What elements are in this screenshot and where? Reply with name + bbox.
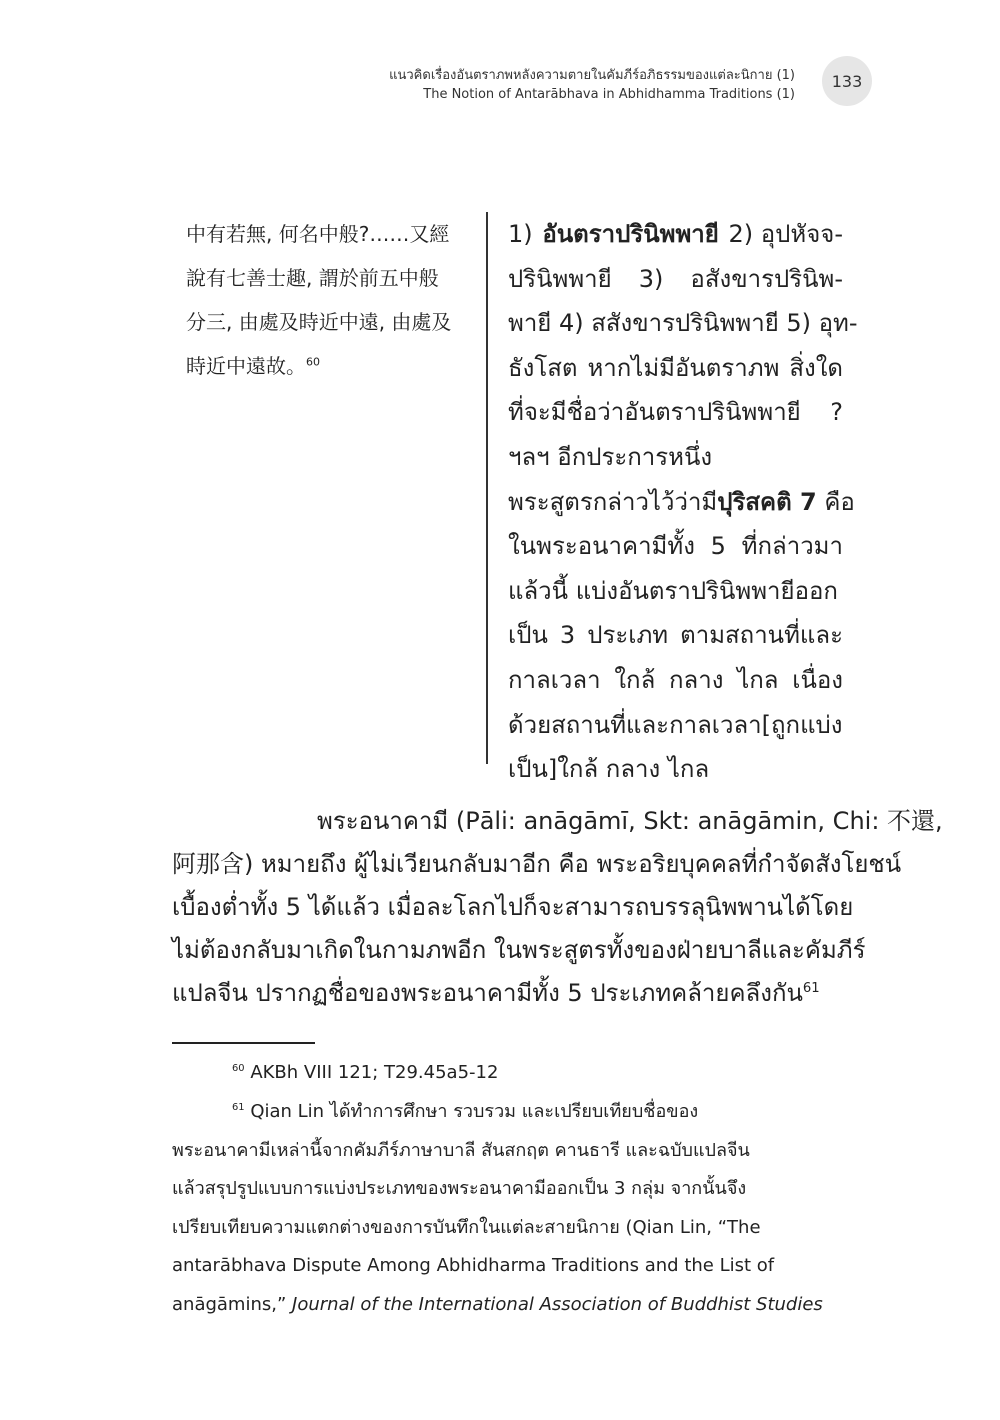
body-line bbox=[172, 972, 862, 1015]
chinese-line: 說有七善士趣, 謂於前五中般 bbox=[186, 266, 439, 290]
word: ธังโสต bbox=[508, 353, 578, 382]
thai-translation-column bbox=[508, 212, 858, 792]
chinese-line bbox=[186, 344, 471, 388]
body-line: 阿那含) หมายถึง ผู้ไม่เวียนกลับมาอีก คือ พระอริยบุคคลที่กำจัดสังโยชน์ bbox=[172, 850, 902, 878]
bold-term-antaraparinibbayi: อันตราปรินิพพายี bbox=[542, 220, 719, 248]
word: ใกล้ bbox=[614, 665, 656, 694]
translation-line: ฯลฯ อีกประการหนึ่ง bbox=[508, 442, 713, 471]
footnote-separator bbox=[172, 1042, 315, 1044]
footnote-text: anāgāmins,” bbox=[172, 1293, 287, 1315]
footnote-61 bbox=[172, 1093, 860, 1324]
translation-line bbox=[508, 613, 843, 658]
word: 3) bbox=[638, 264, 664, 293]
word: ที่กล่าวมา bbox=[741, 532, 843, 561]
word: ที่จะมีชื่อว่าอันตราปรินิพพายี bbox=[508, 398, 801, 427]
footnote-number: 60 bbox=[232, 1063, 245, 1074]
footnote-line bbox=[172, 1093, 860, 1132]
translation-line bbox=[508, 524, 843, 569]
footnote-line: เปรียบเทียบความแตกต่างของการบันทึกในแต่ละสายนิกาย (Qian Lin, “The bbox=[172, 1216, 761, 1238]
body-paragraph bbox=[172, 800, 943, 1015]
body-line: เบื้องต่ำทั้ง 5 ได้แล้ว เมื่อละโลกไปก็จะสามารถบรรลุนิพพานได้โดย bbox=[172, 893, 854, 921]
page-number-badge bbox=[822, 56, 872, 106]
word: ปรินิพพายี bbox=[508, 264, 612, 293]
word: ในพระอนาคามีทั้ง bbox=[508, 532, 695, 561]
word: กลาง bbox=[669, 665, 724, 694]
body-text: แปลจีน ปรากฏชื่อของพระอนาคามีทั้ง 5 ประเภทคล้ายคลึงกัน bbox=[172, 979, 803, 1007]
chinese-line-text: 時近中遠故。 bbox=[186, 354, 306, 378]
footnote-60 bbox=[172, 1054, 860, 1093]
body-line: ไม่ต้องกลับมาเกิดในกามภพอีก ในพระสูตรทั้งของฝ่ายบาลีและคัมภีร์ bbox=[172, 936, 866, 964]
footnote-ref-60[interactable]: 60 bbox=[306, 355, 320, 369]
footnote-number: 61 bbox=[232, 1102, 245, 1113]
word: ตามสถานที่และ bbox=[680, 621, 843, 650]
word: อสังขารปรินิพ- bbox=[690, 264, 843, 293]
header-title-english: The Notion of Antarābhava in Abhidhamma Traditions (1) bbox=[423, 87, 795, 102]
word: ? bbox=[830, 398, 843, 427]
journal-title: Journal of the International Association of Buddhist Studies bbox=[292, 1293, 823, 1315]
bold-term-purisagati: ปุริสคติ 7 bbox=[717, 487, 817, 516]
word: เนื่อง bbox=[792, 665, 843, 694]
translation-line: ด้วยสถานที่และกาลเวลา[ถูกแบ่ง bbox=[508, 710, 843, 739]
translation-line bbox=[508, 658, 843, 703]
word: ประเภท bbox=[587, 621, 669, 650]
translation-line bbox=[508, 257, 843, 302]
body-line: พระอนาคามี (Pāli: anāgāmī, Skt: anāgāmin, Chi: 不還, bbox=[317, 807, 943, 835]
translation-text: คือ bbox=[816, 487, 855, 516]
translation-text: 2) อุปหัจจ- bbox=[728, 220, 843, 248]
translation-text: พระสูตรกล่าวไว้ว่ามี bbox=[508, 487, 718, 516]
column-divider bbox=[486, 212, 488, 764]
translation-line bbox=[508, 212, 843, 257]
enum-1: 1) bbox=[508, 220, 533, 248]
translation-line bbox=[508, 480, 855, 525]
chinese-line: 分三, 由處及時近中遠, 由處及 bbox=[186, 310, 452, 334]
translation-line: เป็น]ใกล้ กลาง ไกล bbox=[508, 755, 710, 784]
footnote-line: พระอนาคามีเหล่านี้จากคัมภีร์ภาษาบาลี สันสกฤต คานธารี และฉบับแปลจีน bbox=[172, 1139, 750, 1161]
translation-line bbox=[508, 346, 843, 391]
word: หากไม่มีอันตราภพ bbox=[587, 353, 780, 382]
footnote-line bbox=[172, 1054, 860, 1093]
running-header bbox=[389, 66, 795, 104]
word: 3 bbox=[559, 621, 576, 650]
footnote-line: antarābhava Dispute Among Abhidharma Traditions and the List of bbox=[172, 1255, 775, 1276]
footnote-ref-61[interactable]: 61 bbox=[802, 981, 820, 996]
word: เป็น bbox=[508, 621, 548, 650]
word: 5 bbox=[710, 532, 726, 561]
footnote-text: AKBh VIII 121; T29.45a5-12 bbox=[250, 1062, 499, 1083]
footnote-text: Qian Lin ได้ทำการศึกษา รวบรวม และเปรียบเทียบชื่อของ bbox=[250, 1101, 699, 1122]
footnote-line bbox=[172, 1286, 860, 1325]
word: ไกล bbox=[737, 665, 779, 694]
footnote-line: แล้วสรุปรูปแบบการแบ่งประเภทของพระอนาคามีออกเป็น 3 กลุ่ม จากนั้นจึง bbox=[172, 1178, 747, 1199]
word: สิ่งใด bbox=[789, 353, 843, 382]
translation-line: พายี 4) สสังขารปรินิพพายี 5) อุท- bbox=[508, 309, 858, 338]
translation-line: แล้วนี้ แบ่งอันตราปรินิพพายีออก bbox=[508, 576, 838, 605]
page-number: 133 bbox=[831, 71, 863, 91]
translation-line bbox=[508, 390, 843, 435]
chinese-source-column bbox=[186, 212, 471, 388]
word: กาลเวลา bbox=[508, 665, 601, 694]
header-title-thai: แนวคิดเรื่องอันตราภพหลังความตายในคัมภีร์อภิธรรมของแต่ละนิกาย (1) bbox=[389, 68, 795, 83]
chinese-line: 中有若無, 何名中般?……又經 bbox=[186, 222, 450, 246]
